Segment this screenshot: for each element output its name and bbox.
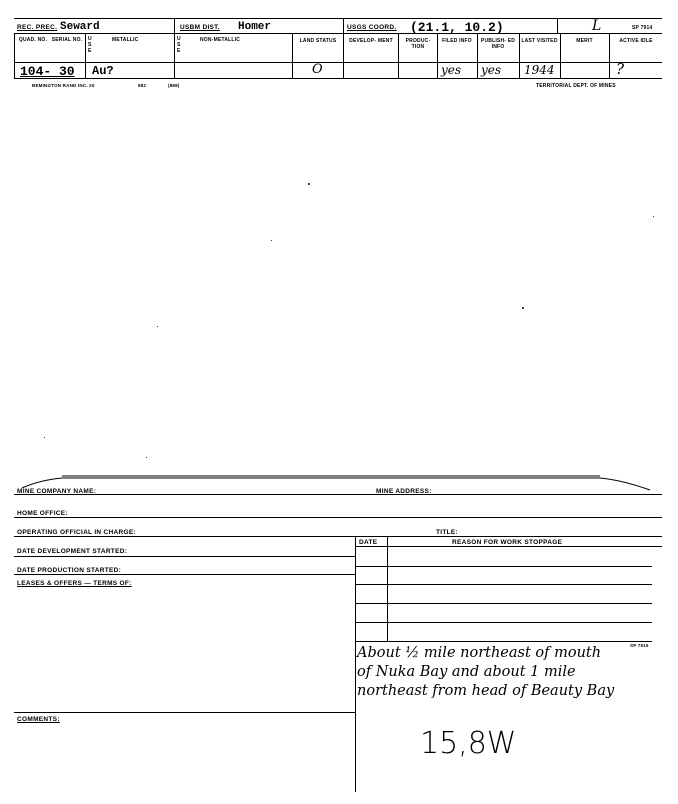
rule — [355, 546, 662, 547]
active-idle-value: ? — [616, 60, 625, 78]
filed-info-value: yes — [441, 63, 462, 77]
rule — [14, 712, 355, 713]
printer-code-2: (888) — [168, 83, 180, 88]
land-status-value: O — [312, 62, 323, 77]
rule — [14, 18, 662, 19]
published-info-value: yes — [481, 63, 502, 77]
scan-speck — [271, 240, 272, 241]
scan-speck — [157, 326, 158, 327]
scan-speck — [308, 183, 310, 185]
corner-mark: L — [592, 18, 602, 34]
merit-header: MERIT — [576, 38, 593, 44]
form-number: SP 7914 — [632, 25, 653, 31]
production-header: PRODUC- TION — [405, 38, 431, 50]
rule — [14, 517, 662, 518]
leases-offers-label: LEASES & OFFERS — TERMS OF: — [17, 580, 132, 587]
date-column-header: DATE — [359, 539, 378, 546]
rule — [355, 584, 652, 585]
rule — [14, 574, 355, 575]
printer-imprint: BEMINGTON RAND INC. 20 — [32, 83, 95, 88]
rule — [355, 603, 652, 604]
handwritten-coordinate: 15,8W — [420, 726, 517, 761]
rule — [14, 62, 662, 63]
rule — [557, 18, 558, 33]
scan-speck — [146, 457, 147, 458]
operating-official-label: OPERATING OFFICIAL IN CHARGE: — [17, 529, 136, 536]
use-nonmetallic-header: U S E — [177, 36, 181, 54]
last-visited-value: 1944 — [524, 63, 555, 77]
rule — [387, 536, 388, 641]
active-idle-header: ACTIVE IDLE — [619, 38, 653, 44]
rule — [292, 33, 293, 78]
quad-serial-value: 104- 30 — [20, 64, 75, 79]
mine-company-name-label: MINE COMPANY NAME: — [17, 488, 97, 495]
usgs-coord-value: (21.1, 10.2) — [410, 20, 504, 35]
rec-prec-value: Seward — [60, 21, 100, 33]
handwritten-line-3: northeast from head of Beauty Bay — [357, 683, 615, 699]
usgs-coord-label: USGS COORD. — [347, 24, 397, 31]
date-production-started-label: DATE PRODUCTION STARTED: — [17, 567, 122, 574]
rule — [14, 33, 15, 78]
use-metallic-header: U S E — [88, 36, 92, 54]
rule — [14, 556, 355, 557]
home-office-label: HOME OFFICE: — [17, 510, 68, 517]
metallic-value: Au? — [92, 64, 114, 78]
rule — [85, 33, 86, 78]
quad-no-header: QUAD. NO. — [18, 37, 48, 43]
serial-no-header: SERIAL NO. — [51, 37, 83, 43]
land-status-header: LAND STATUS — [299, 38, 337, 44]
metallic-header: METALLIC — [112, 37, 139, 43]
handwritten-line-1: About ½ mile northeast of mouth — [357, 645, 602, 661]
rule — [343, 33, 344, 78]
reason-column-header: REASON FOR WORK STOPPAGE — [452, 539, 563, 546]
scan-speck — [522, 307, 524, 309]
rule — [14, 536, 662, 537]
title-label: TITLE: — [436, 529, 459, 536]
usbm-dist-value: Homer — [238, 21, 272, 33]
scan-speck — [653, 216, 654, 217]
form-number-2: SP 7915 — [630, 643, 649, 648]
usbm-dist-label: USBM DIST. — [180, 24, 220, 31]
published-info-header: PUBLISH- ED INFO — [480, 38, 516, 50]
comments-label: COMMENTS: — [17, 716, 60, 723]
rule — [14, 33, 662, 34]
card-edge — [0, 474, 678, 494]
date-development-started-label: DATE DEVELOPMENT STARTED: — [17, 548, 128, 555]
rec-prec-label: REC. PREC. — [17, 24, 58, 31]
rule — [14, 494, 662, 495]
rule — [174, 18, 175, 33]
handwritten-line-2: of Nuka Bay and about 1 mile — [357, 664, 576, 680]
mine-address-label: MINE ADDRESS: — [376, 488, 432, 495]
rule — [609, 33, 610, 78]
rule — [355, 566, 652, 567]
filed-info-header: FILED INFO — [442, 38, 472, 44]
last-visited-header: LAST VISITED — [521, 38, 558, 44]
non-metallic-header: NON-METALLIC — [200, 37, 241, 43]
scan-speck — [44, 437, 45, 438]
department-name: TERRITORIAL DEPT. OF MINES — [536, 83, 616, 89]
rule — [343, 18, 344, 33]
rule — [355, 641, 652, 642]
printer-code: 882 — [138, 83, 147, 88]
rule — [355, 536, 356, 792]
rule — [355, 622, 652, 623]
rule — [174, 33, 175, 78]
development-header: DEVELOP- MENT — [349, 38, 393, 44]
rule — [14, 78, 662, 79]
